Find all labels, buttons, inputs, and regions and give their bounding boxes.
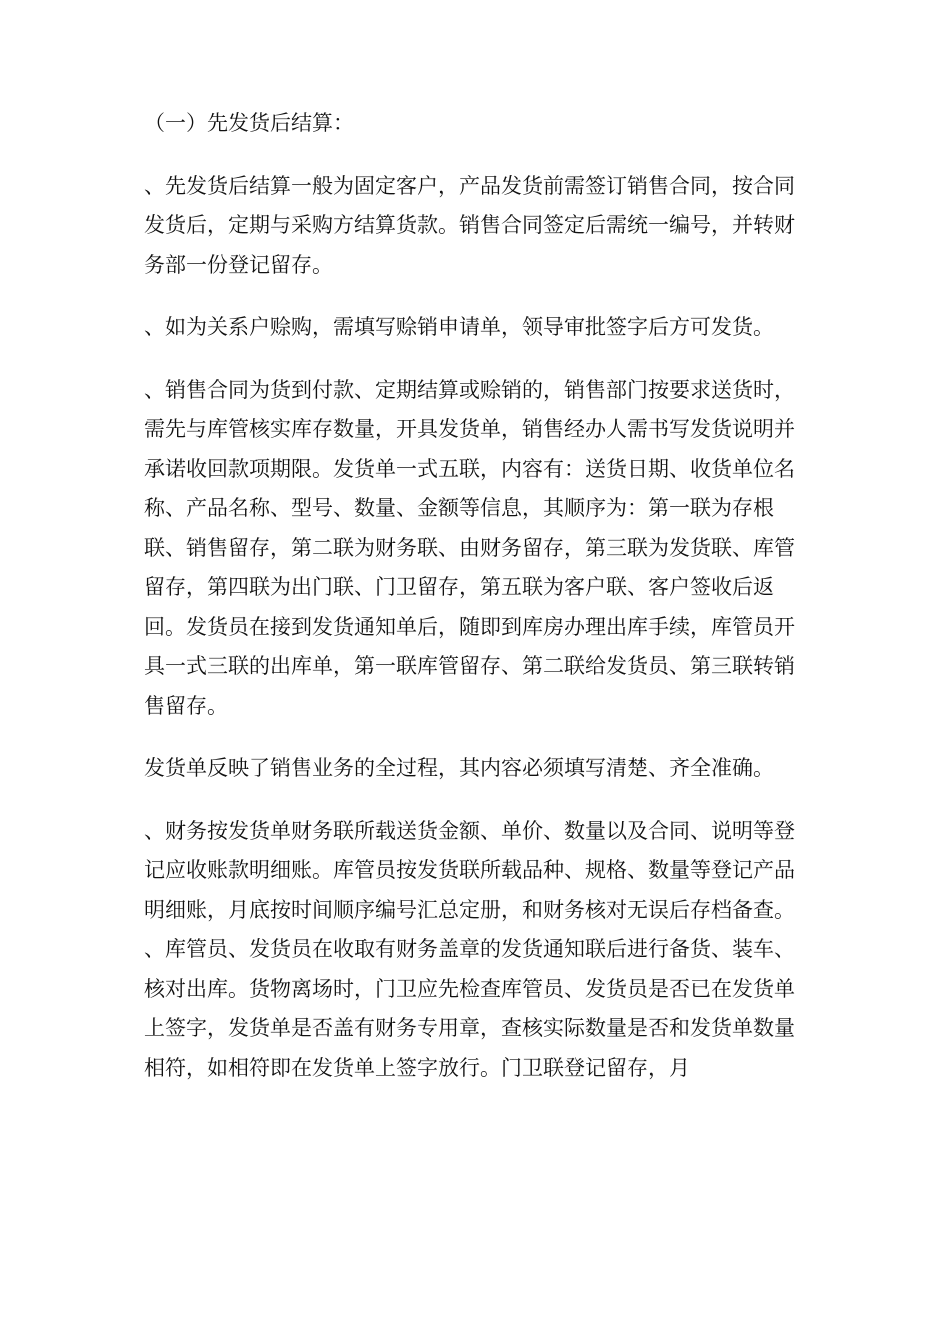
paragraph-finance-ledger: 、财务按发货单财务联所载送货金额、单价、数量以及合同、说明等登记应收账款明细账。库管员按发货联所载品种、规格、数量等登记产品明细账，月底按时间顺序编号汇总定册，和财务核对无误后存档备查。 <box>144 818 795 922</box>
paragraph-delivery-note-summary: 发货单反映了销售业务的全过程，其内容必须填写清楚、齐全准确。 <box>144 756 774 780</box>
section-heading: （一）先发货后结算： <box>144 111 354 135</box>
paragraph-credit-purchase: 、如为关系户赊购，需填写赊销申请单，领导审批签字后方可发货。 <box>144 315 774 339</box>
document-body <box>144 104 814 1088</box>
paragraph-delivery-note: 、销售合同为货到付款、定期结算或赊销的，销售部门按要求送货时，需先与库管核实库存数量，开具发货单，销售经办人需书写发货说明并承诺收回款项期限。发货单一式五联，内容有：送货日期、收货单位名称、产品名称、型号、数量、金额等信息，其顺序为：第一联为存根联、销售留存，第二联为财务联、由财务留存，第三联为发货联、库管留存，第四联为出门联、门卫留存，第五联为客户联、客户签收后返回。发货员在接到发货通知单后，随即到库房办理出库手续，库管员开具一式三联的出库单，第一联库管留存、第二联给发货员、第三联转销售留存。 <box>144 377 795 718</box>
paragraph-contract-settlement: 、先发货后结算一般为固定客户，产品发货前需签订销售合同，按合同发货后，定期与采购方结算货款。销售合同签定后需统一编号，并转财务部一份登记留存。 <box>144 173 795 277</box>
paragraph-warehouse-release: 、库管员、发货员在收取有财务盖章的发货通知联后进行备货、装车、核对出库。货物离场时，门卫应先检查库管员、发货员是否已在发货单上签字，发货单是否盖有财务专用章，查核实际数量是否和发货单数量相符，如相符即在发货单上签字放行。门卫联登记留存，月 <box>144 937 795 1080</box>
